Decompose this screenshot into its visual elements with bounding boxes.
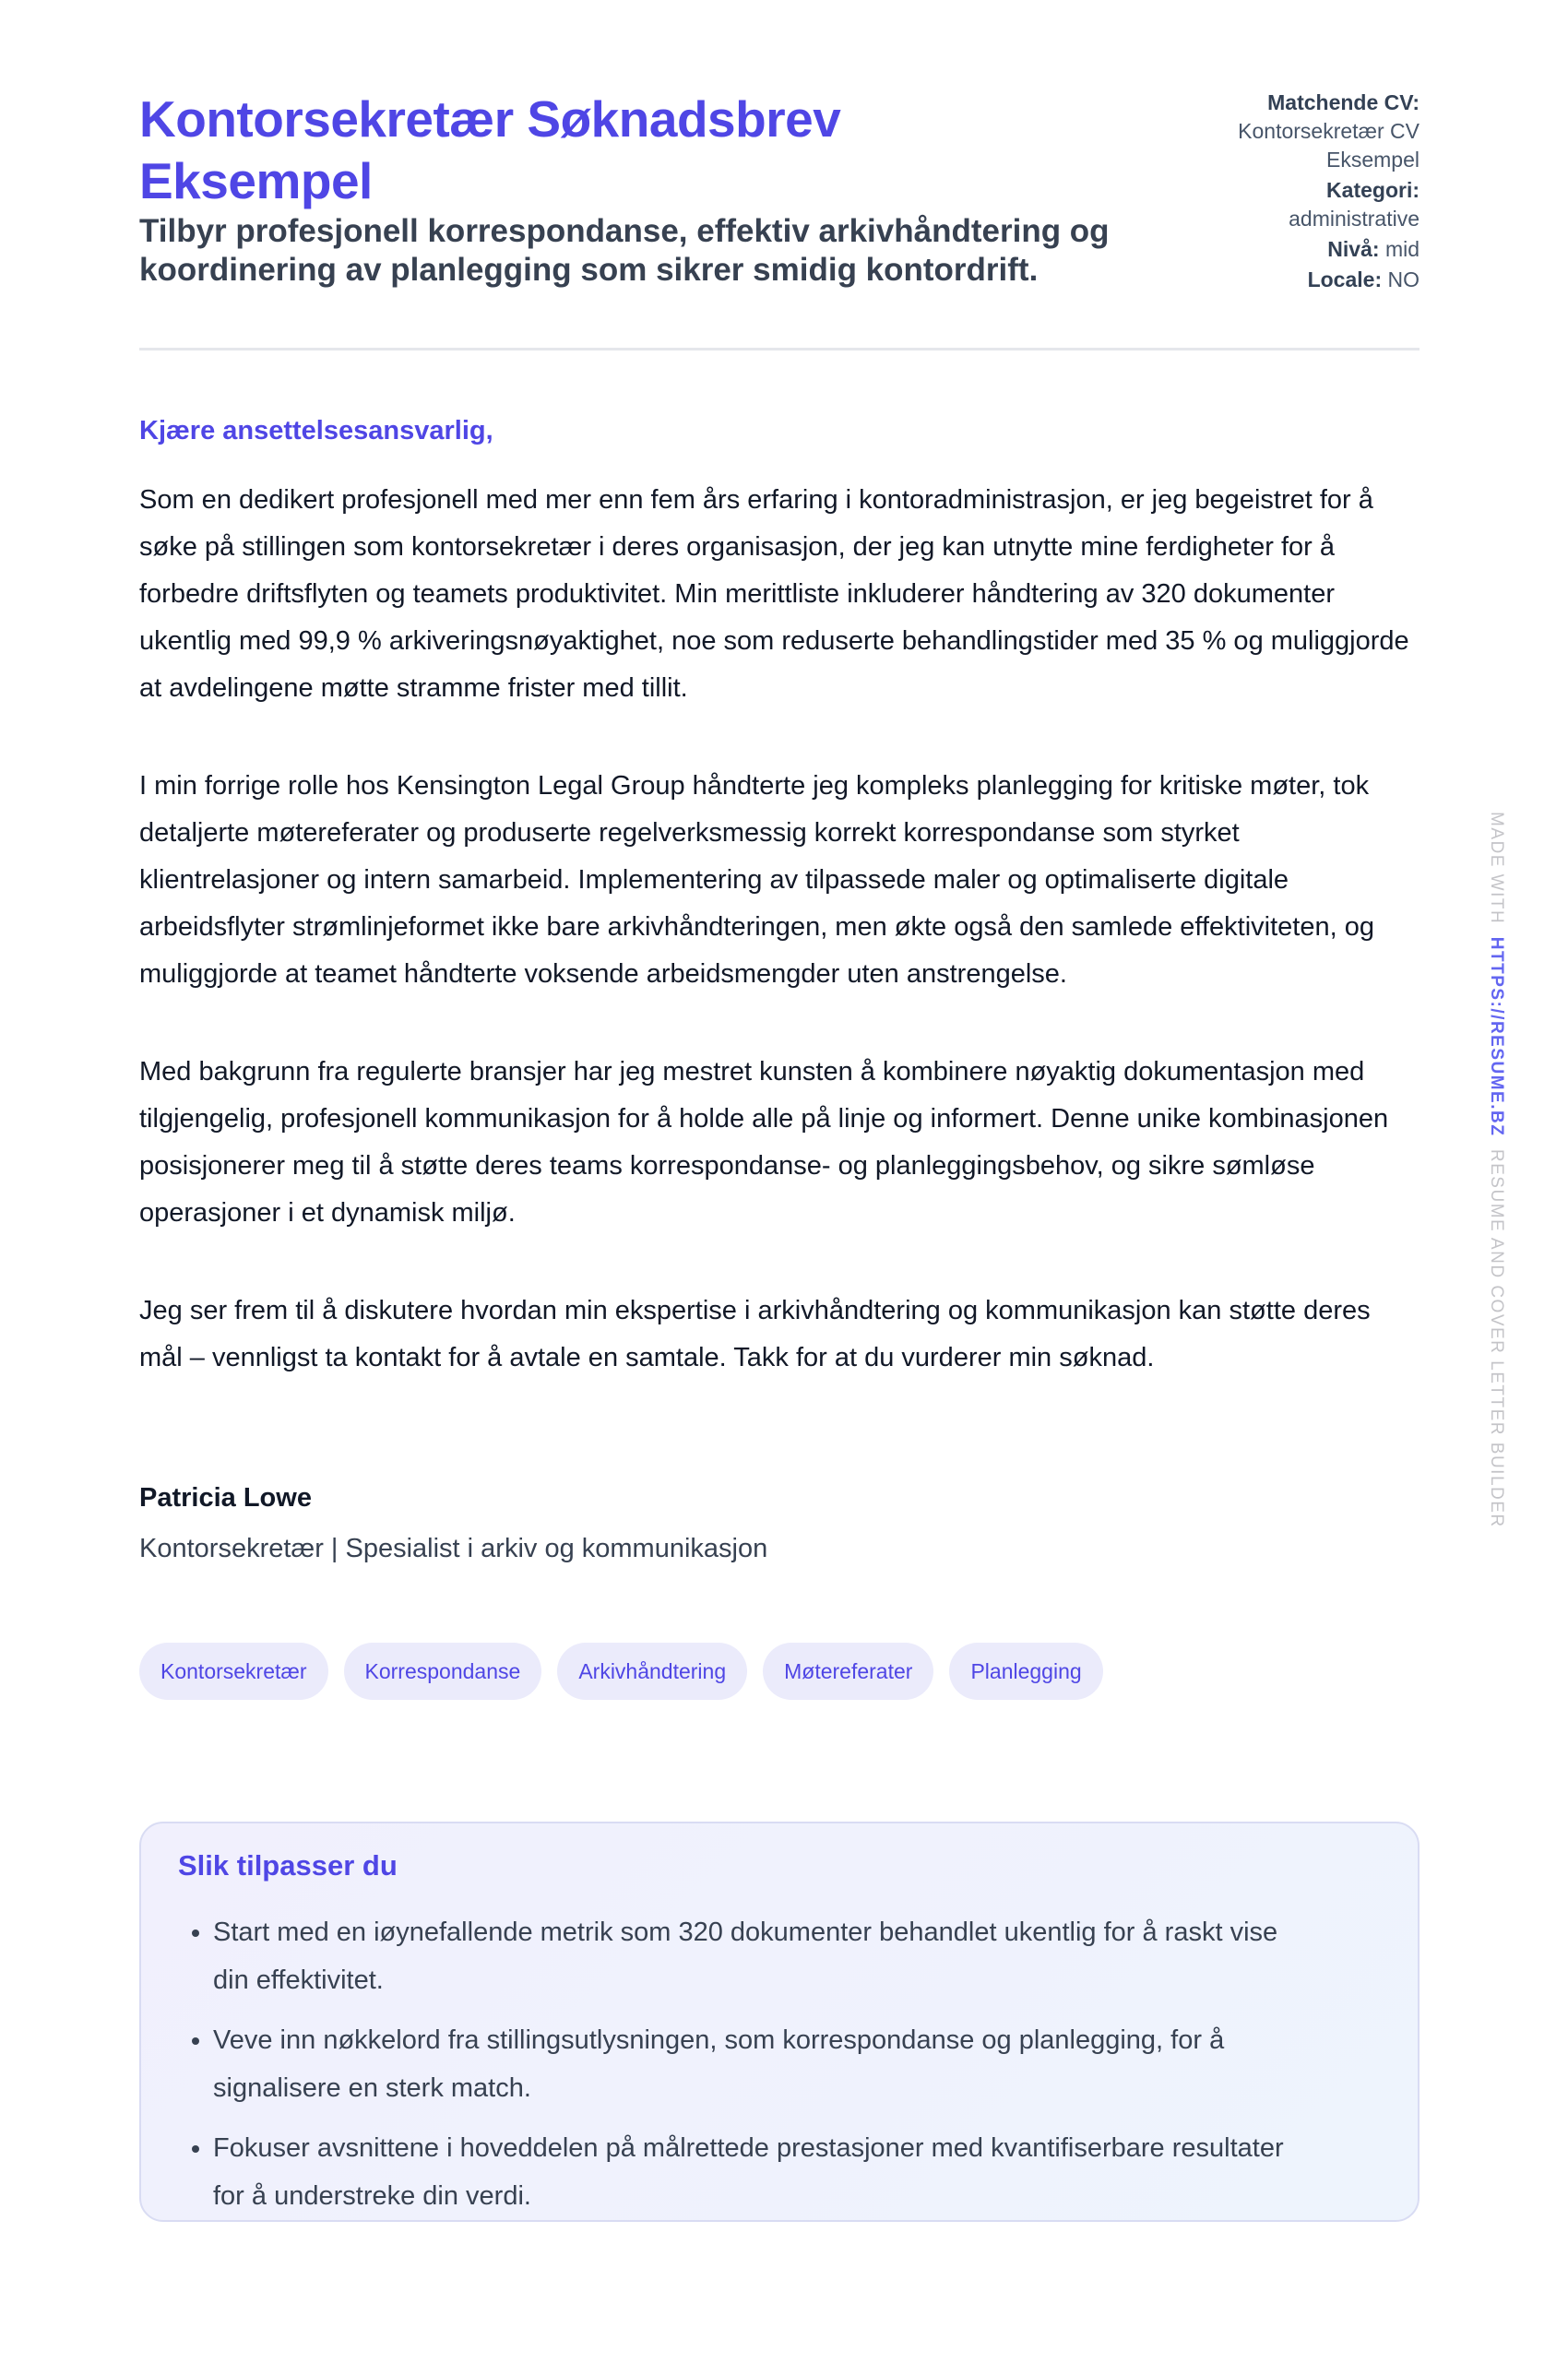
letter-body	[139, 477, 1420, 1382]
paragraph: Som en dedikert profesjonell med mer enn fem års erfaring i kontoradministrasjon, er jeg begeistret for å søke på stillingen som kontorsekretær i deres organisasjon, der jeg kan utnytte mine ferdigheter for å forbedre driftsflyten og teamets produktivitet. Min merittliste inkluderer håndtering av 320 dokumenter ukentlig med 99,9 % arkiveringsnøyaktighet, noe som reduserte behandlingstider med 35 % og muliggjorde at avdelingene møtte stramme frister med tillit.	[139, 485, 1409, 703]
tip-item: • Fokuser avsnittene i hoveddelen på målrettede prestasjoner med kvantifiserbare resultater for å understreke din verdi.	[213, 2124, 1381, 2220]
tips-list	[178, 1908, 1381, 2220]
watermark-link[interactable]: HTTPS://RESUME.BZ	[1487, 936, 1506, 1137]
divider	[139, 348, 1420, 350]
watermark-suffix: RESUME AND COVER LETTER BUILDER	[1487, 1148, 1506, 1528]
meta-cv-label: Matchende CV:	[1267, 90, 1420, 114]
tip-item: • Veve inn nøkkelord fra stillingsutlysningen, som korrespondanse og planlegging, for å signalisere en sterk match.	[213, 2016, 1381, 2112]
header	[139, 89, 1420, 296]
paragraph: Med bakgrunn fra regulerte bransjer har jeg mestret kunsten å kombinere nøyaktig dokumentasjon med tilgjengelig, profesjonell kommunikasjon for å holde alle på linje og informert. Denne unike kombinasjonen posisjonerer meg til å støtte deres teams korrespondanse- og planleggingsbehov, og sikre sømløse operasjoner i et dynamisk miljø.	[139, 1057, 1389, 1228]
tips-box	[139, 1822, 1420, 2222]
meta-locale	[1161, 266, 1420, 294]
meta-panel	[1161, 89, 1420, 296]
meta-category-label: Kategori:	[1326, 178, 1420, 202]
watermark-text	[1486, 812, 1506, 1528]
meta-level-value: mid	[1384, 237, 1420, 261]
tip-item: • Start med en iøynefallende metrik som 320 dokumenter behandlet ukentlig for å raskt vise din effektivitet.	[213, 1908, 1381, 2004]
paragraph: Jeg ser frem til å diskutere hvordan min ekspertise i arkivhåndtering og kommunikasjon kan støtte deres mål – vennligst ta kontakt for å avtale en samtale. Takk for at du vurderer min søknad.	[139, 1296, 1371, 1372]
tag[interactable]: Korrespondanse	[344, 1643, 542, 1700]
tips-title: Slik tilpasser du	[178, 1849, 398, 1882]
watermark	[1479, 812, 1506, 1559]
greeting: Kjære ansettelsesansvarlig,	[139, 416, 493, 445]
tag[interactable]: Arkivhåndtering	[557, 1643, 747, 1700]
meta-category-value: administrative	[1289, 207, 1420, 231]
signature-name: Patricia Lowe	[139, 1483, 312, 1513]
watermark-prefix: MADE WITH	[1487, 812, 1506, 925]
signature-title: Kontorsekretær | Spesialist i arkiv og kommunikasjon	[139, 1534, 768, 1563]
paragraph: I min forrige rolle hos Kensington Legal Group håndterte jeg kompleks planlegging for kritiske møter, tok detaljerte møtereferater og produserte regelverksmessig korrekt korrespondanse som styrket klientrelasjoner og intern samarbeid. Implementering av tilpassede maler og optimaliserte digitale arbeidsflyter strømlinjeformet ikke bare arkivhåndteringen, men økte også den samlede effektiviteten, og muliggjorde at teamet håndterte voksende arbeidsmengder uten anstrengelse.	[139, 771, 1374, 989]
tag[interactable]: Planlegging	[949, 1643, 1102, 1700]
page-title: Kontorsekretær Søknadsbrev Eksempel	[139, 90, 841, 209]
meta-locale-label: Locale:	[1307, 267, 1383, 291]
meta-cv	[1161, 89, 1420, 174]
meta-cv-value[interactable]: Kontorsekretær CV Eksempel	[1238, 119, 1420, 172]
meta-category	[1161, 176, 1420, 233]
page-subtitle: Tilbyr profesjonell korrespondanse, effektiv arkivhåndtering og koordinering av planlegging som sikrer smidig kontordrift.	[139, 213, 1110, 288]
cover-letter-page	[139, 89, 1420, 2222]
meta-level	[1161, 235, 1420, 264]
meta-level-label: Nivå:	[1327, 237, 1380, 261]
tag[interactable]: Kontorsekretær	[139, 1643, 328, 1700]
tag[interactable]: Møtereferater	[763, 1643, 933, 1700]
meta-locale-value: NO	[1387, 267, 1420, 291]
tag-list	[139, 1643, 1420, 1700]
header-text	[139, 89, 1154, 290]
